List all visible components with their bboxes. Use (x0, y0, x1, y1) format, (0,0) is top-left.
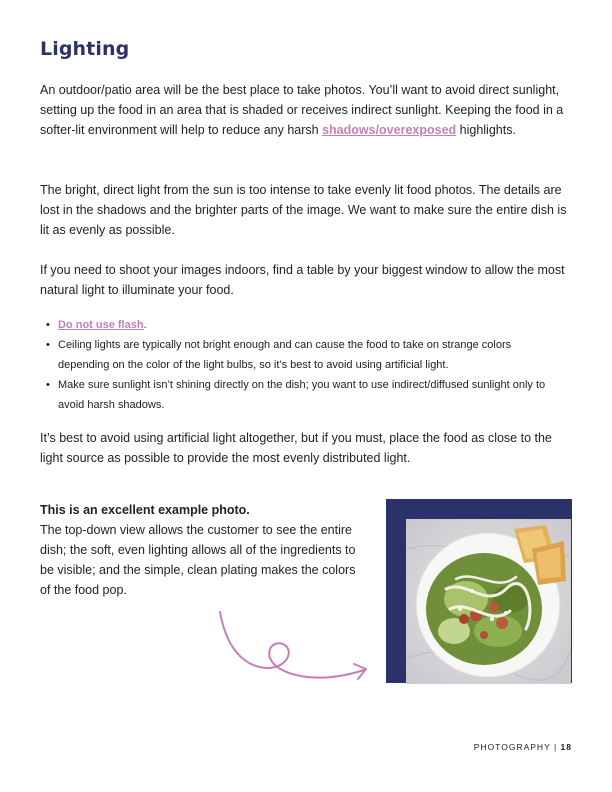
example-heading: This is an excellent example photo. (40, 503, 250, 517)
paragraph-direct-sunlight: The bright, direct light from the sun is too intense to take evenly lit food photos. The details are lost in the shadows and the brighter parts of the image. We want to make sure the entire dish is lit as evenly as possible. (40, 183, 567, 237)
list-item (40, 335, 560, 375)
page-footer (474, 742, 572, 752)
paragraph-text: highlights. (456, 123, 516, 137)
paragraph-indoors: If you need to shoot your images indoors, find a table by your biggest window to allow the most natural light to illuminate your food. (40, 263, 565, 297)
footer-section: PHOTOGRAPHY (473, 742, 551, 752)
list-item-text: Ceiling lights are typically not bright enough and can cause the food to take on strange colors depending on the color of the light bulbs, so it’s best to avoid using artificial light. (58, 339, 512, 371)
bullet-icon: • (46, 379, 50, 391)
shadows-overexposed-link[interactable]: shadows/overexposed (322, 123, 457, 137)
example-caption (40, 500, 360, 600)
curly-arrow-icon (214, 606, 374, 688)
list-item (40, 375, 560, 415)
do-not-use-flash-link[interactable]: Do not use flash (58, 319, 144, 331)
page-number: 18 (560, 742, 572, 752)
bullet-icon: • (46, 319, 50, 331)
list-item-text: Make sure sunlight isn’t shining directly on the dish; you want to use indirect/diffused sunlight only to avoid harsh shadows. (58, 379, 546, 411)
lighting-tips-list (40, 315, 560, 415)
paragraph-outdoor-lighting (40, 80, 572, 140)
paragraph-artificial-light: It’s best to avoid using artificial light altogether, but if you must, place the food as close to the light source as possible to provide the most evenly distributed light. (40, 431, 552, 465)
list-item-text: . (143, 319, 147, 331)
paragraph-text: An outdoor/patio area will be the best place to take photos. You’ll want to avoid direct sunlight, setting up the food in an area that is shaded or receives indirect sunlight. Keeping the food in a softer-lit environment will help to reduce any harsh (40, 83, 564, 137)
page-title: Lighting (40, 38, 130, 60)
bullet-icon: • (46, 339, 50, 351)
salad-photo (406, 519, 571, 684)
list-item (40, 315, 560, 335)
footer-separator: | (550, 742, 561, 752)
example-body: The top-down view allows the customer to see the entire dish; the soft, even lighting allows all of the ingredients to be visible; and the simple, clean plating makes the colors of the food pop. (40, 523, 356, 597)
salad-illustration (406, 519, 571, 684)
